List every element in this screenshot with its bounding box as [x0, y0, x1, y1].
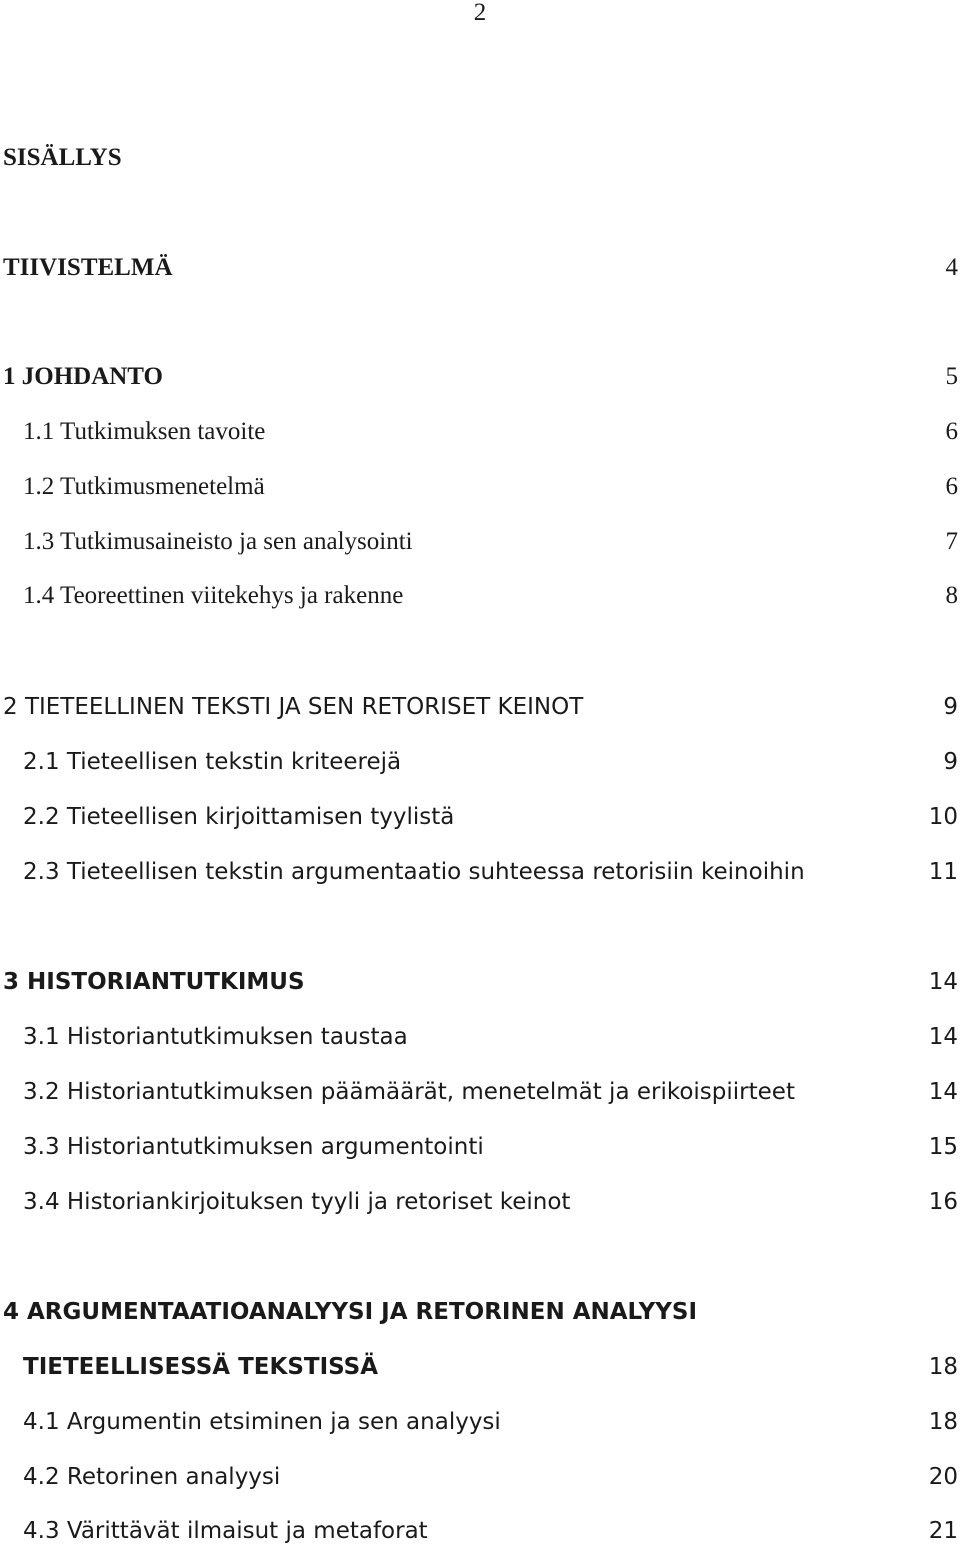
toc-entry-page: 20 — [928, 1464, 958, 1490]
toc-entry-page: 21 — [928, 1518, 958, 1544]
toc-entry-title: 4.1 Argumentin etsiminen ja sen analyysi — [23, 1409, 501, 1435]
toc-entry-title: 2.1 Tieteellisen tekstin kriteerejä — [23, 749, 402, 775]
toc-entry-title: 4.3 Värittävät ilmaisut ja metaforat — [23, 1518, 428, 1544]
toc-entry-title: TIETEELLISESSÄ TEKSTISSÄ — [23, 1354, 379, 1380]
toc-title — [0, 138, 960, 178]
toc-entry[interactable] — [0, 962, 960, 1002]
toc-entry[interactable] — [0, 357, 960, 397]
toc-entry[interactable] — [0, 852, 960, 892]
toc-entry-page: 5 — [945, 363, 958, 390]
toc-entry-title: 4 ARGUMENTAATIOANALYYSI JA RETORINEN ANALYYSI — [3, 1299, 698, 1325]
toc-entry-page: 16 — [928, 1189, 958, 1215]
toc-entry[interactable] — [0, 1182, 960, 1222]
toc-entry[interactable] — [0, 412, 960, 452]
toc-entry-title: 1.2 Tutkimusmenetelmä — [23, 473, 265, 500]
toc-entry-title: 3 HISTORIANTUTKIMUS — [3, 969, 305, 995]
toc-entry[interactable] — [0, 1127, 960, 1167]
toc-entry[interactable] — [0, 467, 960, 507]
toc-entry-title: 3.3 Historiantutkimuksen argumentointi — [23, 1134, 484, 1160]
toc-entry-title: 2.3 Tieteellisen tekstin argumentaatio suhteessa retorisiin keinoihin — [23, 859, 805, 885]
toc-entry-title: 1.1 Tutkimuksen tavoite — [23, 418, 266, 445]
toc-entry-page: 15 — [928, 1134, 958, 1160]
toc-entry[interactable] — [0, 1402, 960, 1442]
toc-entry-page: 10 — [928, 804, 958, 830]
toc-entry[interactable] — [0, 1347, 960, 1387]
toc-entry[interactable] — [0, 576, 960, 616]
toc-entry[interactable] — [0, 1292, 960, 1332]
toc-entry-page: 7 — [945, 528, 958, 555]
toc-entry-page: 11 — [928, 859, 958, 885]
toc-entry-title: TIIVISTELMÄ — [3, 254, 173, 281]
toc-entry-page: 18 — [928, 1354, 958, 1380]
toc-entry-page: 14 — [928, 1024, 958, 1050]
toc-entry[interactable] — [0, 1017, 960, 1057]
toc-entry[interactable] — [0, 1511, 960, 1551]
toc-entry-page: 8 — [945, 582, 958, 609]
toc-entry-page: 9 — [943, 749, 958, 775]
toc-entry-page: 9 — [943, 694, 958, 720]
toc-entry-page: 4 — [945, 254, 958, 281]
toc-entry[interactable] — [0, 797, 960, 837]
toc-entry-title: 1.4 Teoreettinen viitekehys ja rakenne — [23, 582, 404, 609]
toc-entry-title: 2.2 Tieteellisen kirjoittamisen tyylistä — [23, 804, 455, 830]
toc-entry-title: 1 JOHDANTO — [3, 363, 163, 390]
page-number: 2 — [473, 0, 487, 26]
toc-entry[interactable] — [0, 522, 960, 562]
toc-entry-page: 14 — [928, 969, 958, 995]
toc-entry-title: 2 TIETEELLINEN TEKSTI JA SEN RETORISET KEINOT — [3, 694, 584, 720]
toc-title-text: SISÄLLYS — [3, 144, 122, 171]
toc-entry-page: 6 — [945, 473, 958, 500]
toc-entry-title: 1.3 Tutkimusaineisto ja sen analysointi — [23, 528, 413, 555]
toc-entry[interactable] — [0, 1457, 960, 1497]
toc-entry-title: 4.2 Retorinen analyysi — [23, 1464, 281, 1490]
toc-entry[interactable] — [0, 687, 960, 727]
toc-entry[interactable] — [0, 248, 960, 288]
toc-entry-page: 18 — [928, 1409, 958, 1435]
toc-entry-title: 3.1 Historiantutkimuksen taustaa — [23, 1024, 408, 1050]
toc-entry[interactable] — [0, 742, 960, 782]
toc-entry[interactable] — [0, 1072, 960, 1112]
toc-entry-page: 6 — [945, 418, 958, 445]
toc-entry-page: 14 — [928, 1079, 958, 1105]
toc-entry-title: 3.4 Historiankirjoituksen tyyli ja retoriset keinot — [23, 1189, 571, 1215]
toc-entry-title: 3.2 Historiantutkimuksen päämäärät, menetelmät ja erikoispiirteet — [23, 1079, 795, 1105]
